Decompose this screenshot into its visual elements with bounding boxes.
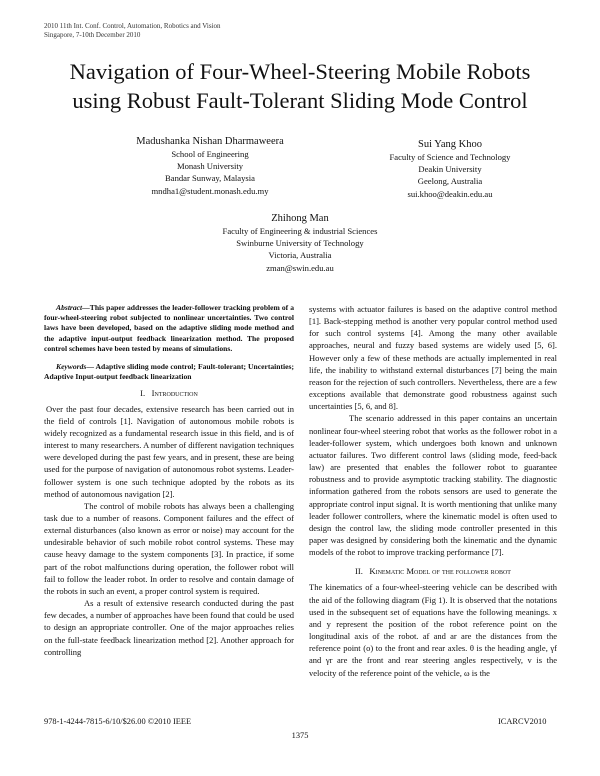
paragraph: The scenario addressed in this paper contains an uncertain nonlinear four-wheel steering robot that works as the follower robot in a leader-follower system, which undergoes both known and unknown actuator failures. Two different control laws (sliding mode, feed-back law) are presented that enables the follower robot to guarantee robustness and to provide asymptotic tracking stability. The diagnostic information gathered from the robots sensors are used to generate the appropriate control input signal. It is worth mentioning that unlike many leader follower controllers, where the kinematic model is often used to design the control law, the sliding mode controller presented in this paper was designed by considering both the kinematic and the dynamic models of the robot to improve tracking performance [7].: [309, 413, 557, 558]
author-block-2: [350, 138, 550, 200]
abstract: [44, 303, 294, 354]
author-email: mndha1@student.monash.edu.my: [151, 185, 269, 196]
section-title: Kinematic Model of the follower robot: [369, 566, 511, 577]
page-number: 1375: [291, 731, 309, 740]
author-affiliation: Monash University: [176, 161, 244, 172]
author-affiliation: Geelong, Australia: [417, 176, 483, 187]
keywords-label: Keywords: [56, 362, 87, 372]
section-heading-kinematic: [309, 565, 557, 577]
author-name: Sui Yang Khoo: [418, 139, 482, 150]
title-line-1: Navigation of Four-Wheel-Steering Mobile Robots: [69, 59, 531, 84]
author-name: Madushanka Nishan Dharmaweera: [136, 136, 284, 147]
paragraph: The kinematics of a four-wheel-steering vehicle can be described with the aid of the following diagram (Fig 1). It is observed that the notations used in the subsequent set of equations have the following meanings. x and y represent the position of the robot reference point on the longitudinal axis of the robot. af and ar are the distances from the reference point (o) to the front and rear axles. θ is the heading angle, γf and γr are the front and rear steering angles respectively, v is the velocity of the reference point of the vehicle, ω is the: [309, 582, 557, 678]
conference-line-2: Singapore, 7-10th December 2010: [44, 31, 141, 39]
author-name: Zhihong Man: [271, 213, 329, 224]
section-number: II.: [355, 566, 363, 577]
footer-isbn: 978-1-4244-7815-6/10/$26.00 ©2010 IEEE: [44, 717, 192, 726]
section-title: Introduction: [151, 388, 198, 399]
author-affiliation: Victoria, Australia: [268, 250, 332, 261]
author-email: zman@swin.edu.au: [266, 262, 334, 273]
paragraph: As a result of extensive research conducted during the past few decades, a number of approaches have been found that could be used to design an appropriate controller. One of the major approaches relies on the full-state feedback linearization method [2]. Another approach for controlling: [44, 598, 294, 657]
footer-venue: ICARCV2010: [498, 717, 547, 726]
author-block-1: [125, 135, 295, 197]
left-column: [44, 303, 294, 658]
abstract-text: —This paper addresses the leader-follower tracking problem of a four-wheel-steering robot subjected to nonlinear uncertainties. Two control laws have been developed, based on the adaptive sliding mode method and the adaptive input-output feedback linearization method. The proposed control schemes have been tested by means of simulations.: [44, 303, 294, 353]
abstract-label: Abstract: [56, 303, 83, 312]
author-affiliation: School of Engineering: [171, 149, 249, 159]
right-column: [309, 303, 557, 679]
paper-title: [0, 57, 600, 115]
paragraph: The control of mobile robots has always been a challenging task due to a number of reasons. Component failures and the effect of external disturbances (also known as error or noise) may account for the undesirable behavior of such mobile robot control systems. These may cause heavy damage to the system components [3]. In practice, if some part of the robot malfunctions during operation, the follower robot will fail to follow the leader robot. In order to resolve and contain damage of the robots in such an event, a proper control system is required.: [44, 500, 294, 596]
author-affiliation: Deakin University: [418, 164, 482, 175]
paragraph: Over the past four decades, extensive research has been carried out in the field of controls [1]. Navigation of autonomous mobile robots is widely recognized as a fundamental research issue in this field, and is of interest to many researchers. A number of different navigation techniques were developed during the past few years, and in present, these are being used for the purpose of navigation of autonomous robot systems. Leader-follower system is one such technique adopted by the robots as its method of autonomous navigation [2].: [44, 403, 294, 499]
section-number: I.: [140, 388, 146, 399]
author-affiliation: Swinburne University of Technology: [236, 238, 364, 249]
keywords-text: — Adaptive sliding mode control; Fault-tolerant; Uncertainties; Adaptive Input-output feedback linearization: [44, 362, 294, 382]
author-email: sui.khoo@deakin.edu.au: [407, 188, 493, 199]
title-line-2: using Robust Fault-Tolerant Sliding Mode Control: [72, 88, 528, 113]
author-block-3: [190, 212, 410, 274]
conference-line-1: 2010 11th Int. Conf. Control, Automation, Robotics and Vision: [44, 22, 221, 30]
author-affiliation: Bandar Sunway, Malaysia: [165, 173, 255, 184]
conference-header: [44, 22, 221, 40]
author-affiliation: Faculty of Engineering & industrial Sciences: [222, 226, 378, 236]
paragraph: systems with actuator failures is based on the adaptive control method [1]. Back-stepping method is another very popular control method used for such control systems [4]. Among the many other available approaches, neural and fuzzy based systems are widely used [5, 6]. However only a few of these methods are actually implemented in real life, the inability to withstand external disturbances [7] being the main reason for the rejection of such controllers. Nevertheless, there are a few exceptions available that demonstrate good robustness against such uncertainties [5, 6, and 8].: [309, 304, 557, 412]
section-heading-introduction: [44, 387, 294, 399]
author-affiliation: Faculty of Science and Technology: [389, 152, 511, 162]
keywords: [44, 362, 294, 382]
